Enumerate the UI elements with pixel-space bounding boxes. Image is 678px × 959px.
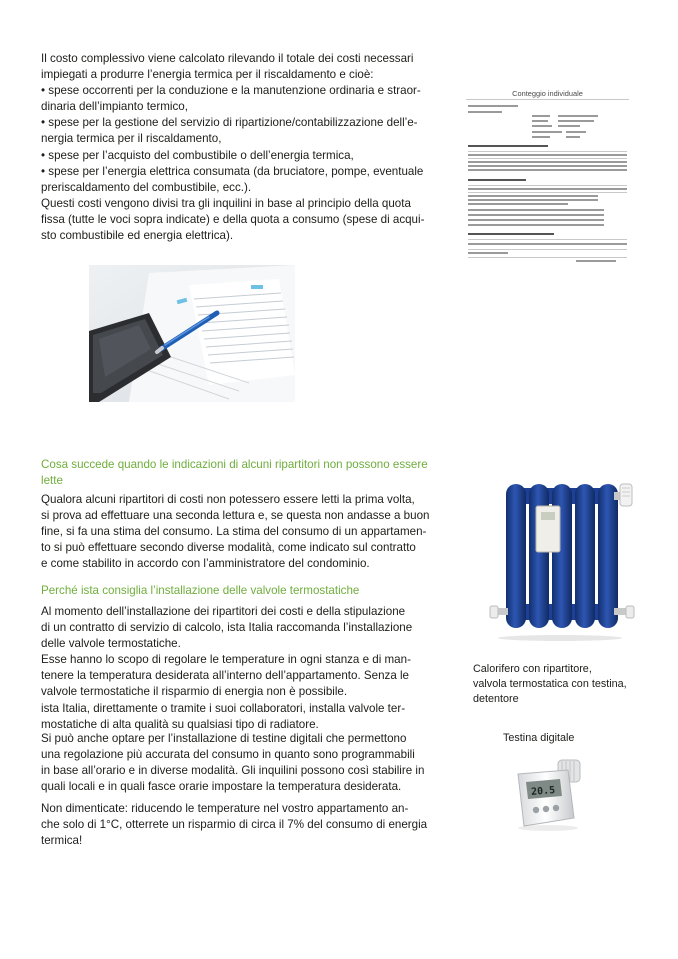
section1-line: fine, si fa una stima del consumo. La stima del consumo di un appartamen-	[41, 525, 427, 539]
documents-photo	[89, 265, 295, 402]
section2-line: valvole termostatiche il risparmio di energia non è possibile.	[41, 685, 348, 699]
section-heading-thermostatic-valves: Perché ista consiglia l’installazione delle valvole termostatiche	[41, 584, 360, 597]
section2-line: che solo di 1°C, otterrete un risparmio di circa il 7% del consumo di energia	[41, 818, 428, 832]
digital-thermostat-photo	[512, 752, 586, 832]
intro-line: dinaria dell’impianto termico,	[41, 100, 188, 114]
section2-line: una regolazione più accurata del consumo in quanto sono programmabili	[41, 748, 415, 762]
section2-line: Al momento dell’installazione dei ripartitori dei costi e della stipulazione	[41, 605, 406, 618]
section1-line: Qualora alcuni ripartitori di costi non potessero essere letti la prima volta,	[41, 493, 415, 506]
section2-line: quali locali e in quali fasce orarie impostare la temperatura desiderata.	[41, 780, 402, 794]
section-heading-unreadable-meters: Cosa succede quando le indicazioni di alcuni ripartitori non possono essere lette	[41, 458, 428, 487]
intro-line: fissa (tutte le voci sopra indicate) e della quota a consumo (spese di acqui-	[41, 212, 425, 226]
intro-line: • spese per l’acquisto del combustibile o dell’energia termica,	[41, 148, 354, 162]
radiator-photo	[488, 478, 636, 642]
section1-paragraph	[41, 492, 429, 572]
section2-line: mostatiche di alta qualità su qualsiasi tipo di radiatore.	[41, 717, 319, 731]
section2-line: delle valvole termostatiche.	[41, 637, 181, 651]
intro-line: impiegati a produrre l’energia termica per il riscaldamento e cioè:	[41, 68, 374, 82]
section2-paragraph-1	[41, 604, 412, 733]
section2-line: tenere la temperatura desiderata all’interno dell’appartamento. Senza le	[41, 669, 410, 683]
bill-title: Conteggio individuale	[512, 89, 583, 98]
section2-line: Esse hanno lo scopo di regolare le temperature in ogni stanza e di man-	[41, 653, 411, 667]
intro-line: Questi costi vengono divisi tra gli inquilini in base al principio della quota	[41, 196, 411, 210]
section1-line: e come stabilito in accordo con l’amministratore del condominio.	[41, 557, 370, 571]
section2-paragraph-2	[41, 731, 424, 795]
intro-line: • spese per l’energia elettrica consumata (da bruciatore, pompe, eventuale	[41, 164, 424, 178]
intro-line: Il costo complessivo viene calcolato rilevando il totale dei costi necessari	[41, 52, 414, 65]
radiator-caption: Calorifero con ripartitore, valvola termostatica con testina, detentore	[473, 663, 627, 705]
section2-line: di un contratto di servizio di calcolo, ista Italia raccomanda l’installazione	[41, 621, 413, 635]
thermostat-caption: Testina digitale	[503, 732, 575, 744]
intro-line: preriscaldamento del combustibile, ecc.).	[41, 180, 252, 194]
section1-line: to si può effettuare secondo diverse modalità, come indicato sul contratto	[41, 541, 416, 555]
section2-line: termica!	[41, 834, 83, 848]
intro-line: nergia termica per il riscaldamento,	[41, 132, 222, 146]
thermostat-display-value: 20.5	[530, 784, 556, 799]
intro-line: sto combustibile ed energia elettrica).	[41, 229, 234, 243]
section2-line: Non dimenticate: riducendo le temperature nel vostro appartamento an-	[41, 802, 409, 815]
section1-line: si prova ad effettuare una seconda lettura e, se questa non andasse a buon	[41, 509, 430, 523]
section2-line: Si può anche optare per l’installazione di testine digitali che permettono	[41, 732, 407, 745]
section2-line: ista Italia, direttamente o tramite i suoi collaboratori, installa valvole ter-	[41, 701, 406, 715]
bill-thumbnail	[466, 88, 629, 266]
section2-paragraph-3	[41, 801, 427, 849]
intro-line: • spese occorrenti per la conduzione e la manutenzione ordinaria e straor-	[41, 84, 421, 98]
intro-paragraph	[41, 51, 424, 244]
intro-line: • spese per la gestione del servizio di ripartizione/contabilizzazione dell’e-	[41, 116, 418, 130]
section2-line: in base all’orario e in diverse modalità. Gli inquilini possono così stabilire in	[41, 764, 425, 778]
